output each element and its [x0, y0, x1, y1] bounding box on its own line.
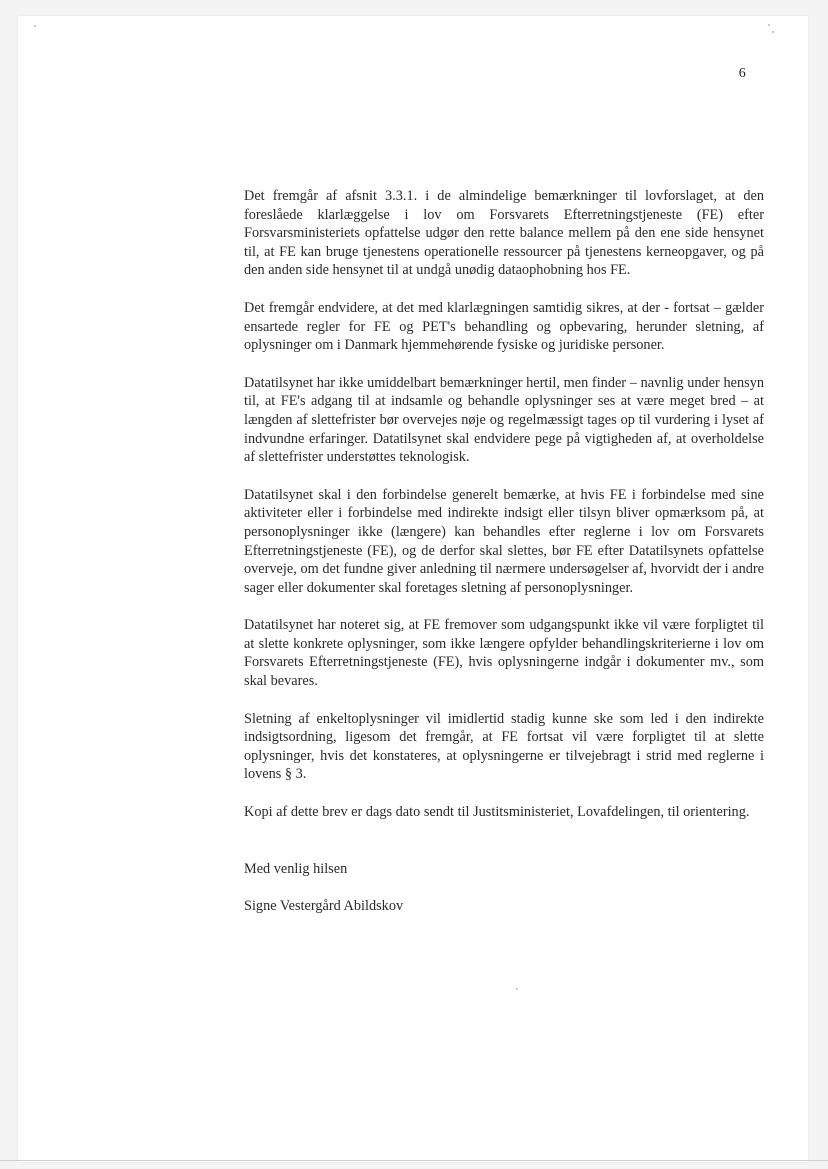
- scan-speck: [516, 988, 518, 990]
- paragraph-4: Datatilsynet skal i den forbindelse generelt bemærke, at hvis FE i forbindelse med sine aktiviteter eller i forbindelse med indirekte indsigt eller tilsyn bliver opmærksom på, at personoplysninger ikke (længere) kan behandles efter reglerne i lov om Forsvarets Efterretningstjeneste (FE), og de derfor skal slettes, bør FE efter Datatilsynets opfattelse overveje, om det fundne giver anledning til nærmere undersøgelser af, hvorvidt der i andre sager eller dokumenter skal foretages sletning af personoplysninger.: [244, 486, 764, 596]
- closing-greeting: Med venlig hilsen: [244, 860, 348, 877]
- paragraph-7: Kopi af dette brev er dags dato sendt til Justitsministeriet, Lovafdelingen, til orientering.: [244, 804, 750, 821]
- scan-speck: [34, 25, 36, 27]
- page-number: 6: [738, 66, 746, 81]
- paragraph-6: Sletning af enkeltoplysninger vil imidlertid stadig kunne ske som led i den indirekte indsigtsordning, ligesom det fremgår, at FE fortsat vil være forpligtet til at slette oplysninger, hvis det konstateres, at oplysningerne er tilvejebragt i strid med reglerne i lovens § 3.: [244, 710, 764, 783]
- paragraph-5: Datatilsynet har noteret sig, at FE fremover som udgangspunkt ikke vil være forpligtet til at slette konkrete oplysninger, som ikke længere opfylder behandlingskriterierne i lov om Forsvarets Efterretningstjeneste (FE), hvis oplysningerne indgår i dokumenter mv., som skal bevares.: [244, 617, 764, 690]
- page-edge-line: [0, 1160, 828, 1161]
- paragraph-3: Datatilsynet har ikke umiddelbart bemærkninger hertil, men finder – navnlig under hensyn til, at FE's adgang til at indsamle og behandle oplysninger ses at være meget bred – at længden af slettefrister bør overvejes nøje og regelmæssigt tages op til vurdering i lyset af indvundne erfaringer. Datatilsynet skal endvidere pege på vigtigheden af, at overholdelse af slettefrister understøttes teknologisk.: [244, 374, 764, 466]
- signature-name: Signe Vestergård Abildskov: [244, 898, 404, 915]
- scan-speck: [768, 24, 770, 26]
- letter-body: [244, 187, 764, 935]
- document-page: [18, 16, 808, 1162]
- scan-speck: [772, 31, 774, 33]
- paragraph-1: Det fremgår af afsnit 3.3.1. i de almindelige bemærkninger til lovforslaget, at den foreslåede klarlæggelse i lov om Forsvarets Efterretningstjeneste (FE) efter Forsvarsministeriets opfattelse udgør den rette balance mellem på den ene side hensynet til, at FE kan bruge tjenestens operationelle ressourcer på tjenestens kerneopgaver, og på den anden side hensynet til at undgå unødig dataophobning hos FE.: [244, 188, 764, 279]
- paragraph-2: Det fremgår endvidere, at det med klarlægningen samtidig sikres, at der - fortsat – gælder ensartede regler for FE og PET's behandling og opbevaring, herunder sletning, af oplysninger om i Danmark hjemmehørende fysiske og juridiske personer.: [244, 299, 764, 354]
